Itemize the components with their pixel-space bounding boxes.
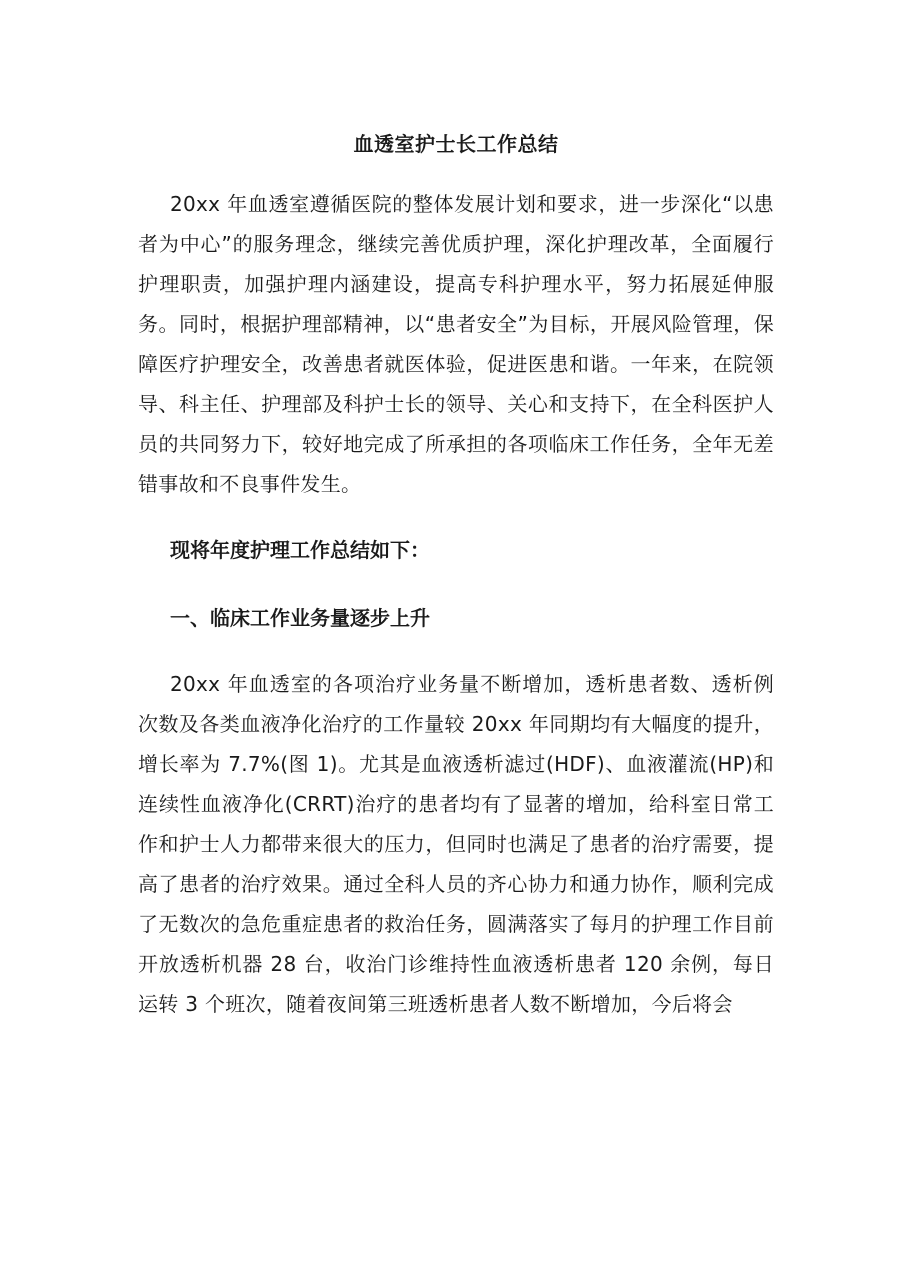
summary-heading: 现将年度护理工作总结如下： [170,538,430,562]
section-1-heading: 一、临床工作业务量逐步上升 [170,606,430,630]
spacer [138,570,774,598]
intro-paragraph: 20xx 年血透室遵循医院的整体发展计划和要求，进一步深化“以患者为中心”的服务理念，继续完善优质护理，深化护理改革，全面履行护理职责，加强护理内涵建设，提高专科护理水平，努力拓展延伸服务。同时，根据护理部精神，以“患者安全”为目标，开展风险管理，保障医疗护理安全，改善患者就医体验，促进医患和谐。一年来，在院领导、科主任、护理部及科护士长的领导、关心和支持下，在全科医护人员的共同努力下，较好地完成了所承担的各项临床工作任务，全年无差错事故和不良事件发生。 [138,192,774,496]
spacer [138,638,774,664]
document-body [138,126,774,1024]
spacer [138,504,774,530]
section-1-paragraph: 20xx 年血透室的各项治疗业务量不断增加，透析患者数、透析例次数及各类血液净化治疗的工作量较 20xx 年同期均有大幅度的提升，增长率为 7.7%(图 1)。尤其是血液透析滤过(HDF)、血液灌流(HP)和连续性血液净化(CRRT)治疗的患者均有了显著的增加，给科室日常工作和护士人力都带来很大的压力，但同时也满足了患者的治疗需要，提高了患者的治疗效果。通过全科人员的齐心协力和通力协作，顺利完成了无数次的急危重症患者的救治任务，圆满落实了每月的护理工作目前开放透析机器 28 台，收治门诊维持性血液透析患者 120 余例，每日运转 3 个班次，随着夜间第三班透析患者人数不断增加，今后将会 [138,672,774,1016]
document-title: 血透室护士长工作总结 [353,132,559,156]
